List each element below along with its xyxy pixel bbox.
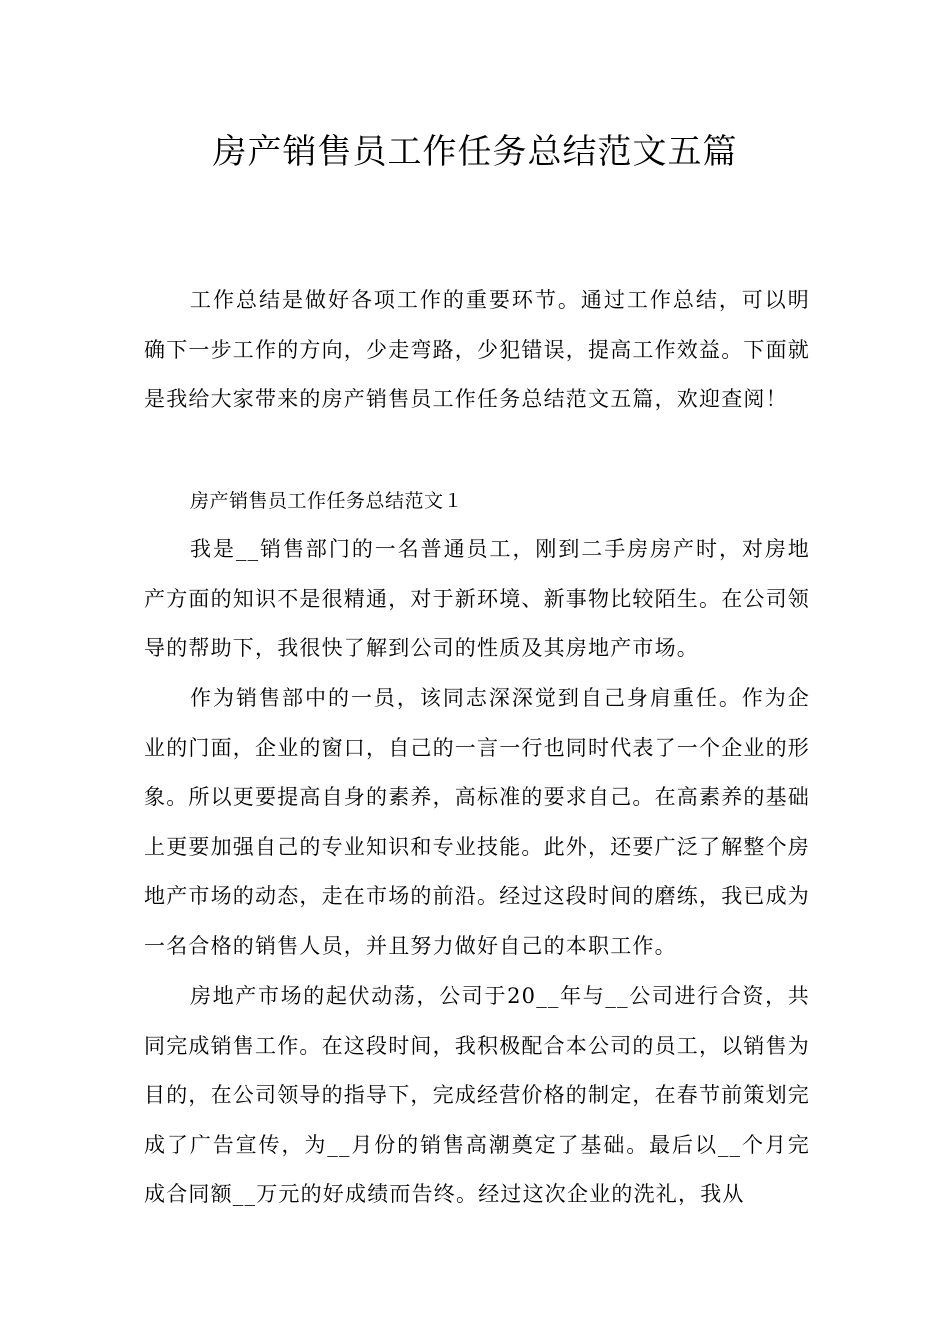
document-title: 房产销售员工作任务总结范文五篇 <box>212 132 738 172</box>
body-paragraph: 作为销售部中的一员，该同志深深觉到自己身肩重任。作为企业的门面，企业的窗口，自己的一言一行也同时代表了一个企业的形象。所以更要提高自身的素养，高标准的要求自己。在高素养的基础上更要加强自己的专业知识和专业技能。此外，还要广泛了解整个房地产市场的动态，走在市场的前沿。经过这段时间的磨练，我已成为一名合格的销售人员，并且努力做好自己的本职工作。 <box>144 686 810 958</box>
intro-paragraph: 工作总结是做好各项工作的重要环节。通过工作总结，可以明确下一步工作的方向，少走弯路，少犯错误，提高工作效益。下面就是我给大家带来的房产销售员工作任务总结范文五篇，欢迎查阅！ <box>144 288 810 411</box>
body-paragraph: 房地产市场的起伏动荡，公司于20__年与__公司进行合资，共同完成销售工作。在这段时间，我积极配合本公司的员工，以销售为目的，在公司领导的指导下，完成经营价格的制定，在春节前策划完成了广告宣传，为__月份的销售高潮奠定了基础。最后以__个月完成合同额__万元的好成绩而告终。经过这次企业的洗礼，我从 <box>144 984 810 1206</box>
section-heading: 房产销售员工作任务总结范文１ <box>190 490 464 512</box>
body-paragraph: 我是__销售部门的一名普通员工，刚到二手房房产时，对房地产方面的知识不是很精通，对于新环境、新事物比较陌生。在公司领导的帮助下，我很快了解到公司的性质及其房地产市场。 <box>144 537 810 660</box>
